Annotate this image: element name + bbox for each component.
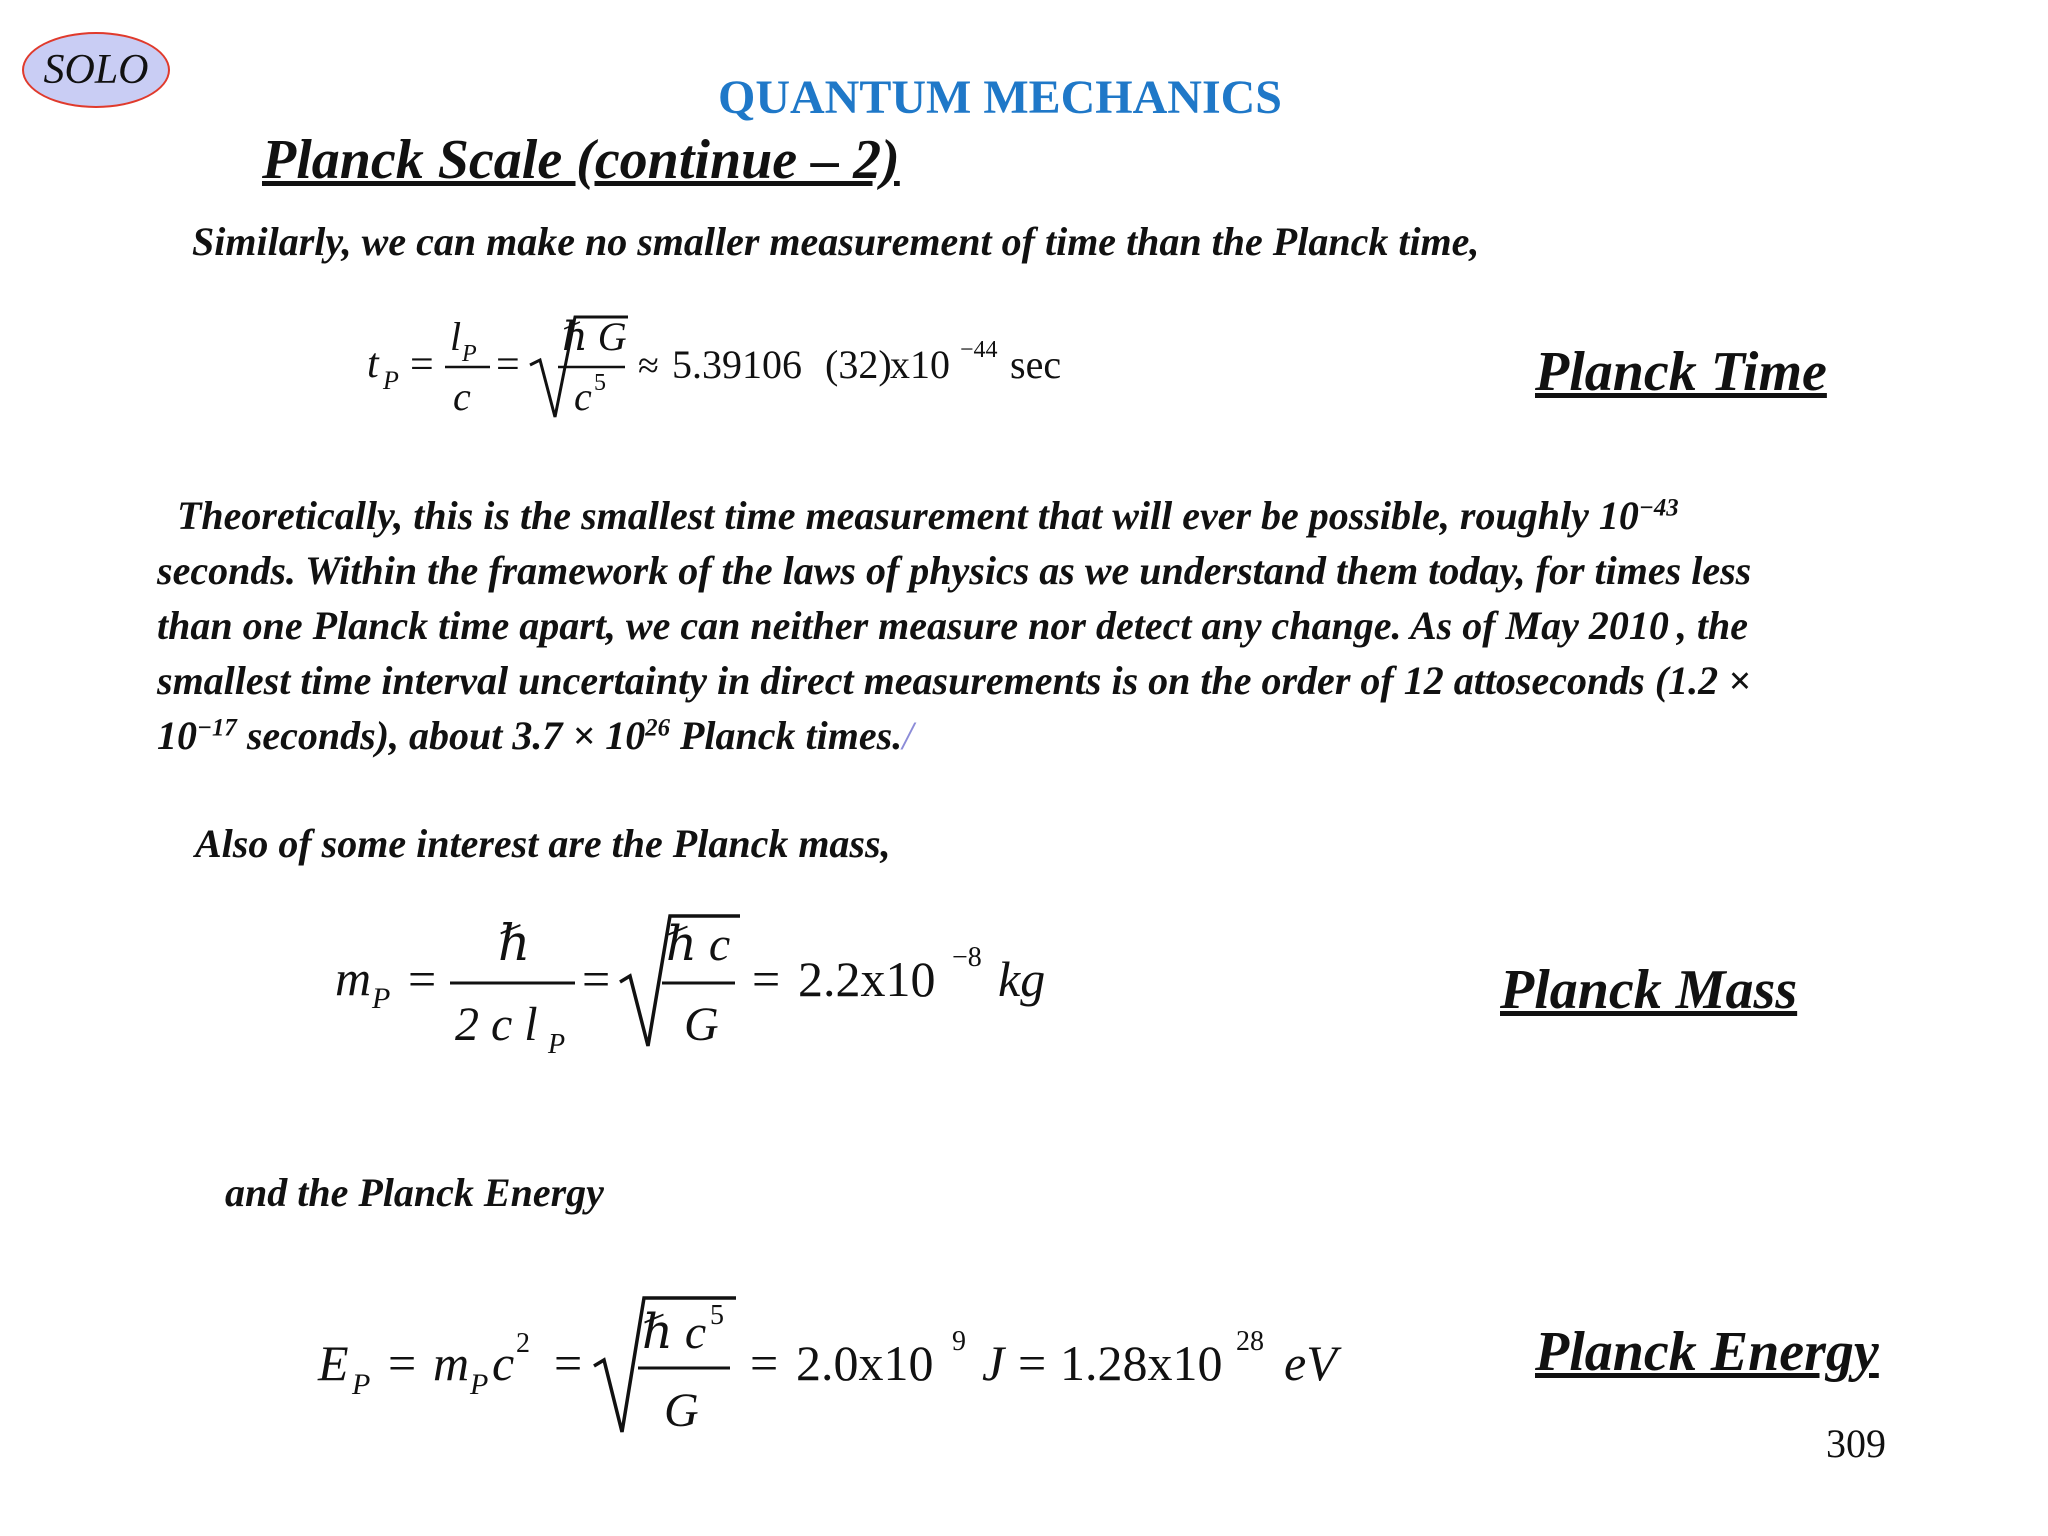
equals-4: = bbox=[1018, 1335, 1047, 1391]
energy-intro-text: and the Planck Energy bbox=[225, 1170, 604, 1215]
c-exponent: 2 bbox=[516, 1328, 530, 1359]
planck-time-label: Planck Time bbox=[1535, 341, 1827, 403]
equals-3: = bbox=[750, 1335, 779, 1391]
hbar-c: ℏ c bbox=[642, 1306, 707, 1359]
theory-line-3: than one Planck time apart, we can neither measure nor detect any change. As of May 2010 , the bbox=[157, 603, 1748, 648]
l-symbol: l bbox=[450, 314, 462, 359]
equals-1: = bbox=[388, 1335, 417, 1391]
equals-1: = bbox=[408, 951, 437, 1007]
l-subscript: P bbox=[548, 1029, 566, 1060]
m-subscript: P bbox=[470, 1368, 489, 1401]
times-ten: x10 bbox=[890, 342, 950, 387]
m-subscript: P bbox=[372, 982, 391, 1015]
denominator-2cl: 2 c l bbox=[455, 998, 538, 1051]
planck-time-equation bbox=[350, 305, 1110, 435]
mass-exponent: −8 bbox=[952, 942, 982, 973]
m-symbol: m bbox=[335, 950, 372, 1006]
t-subscript: P bbox=[383, 366, 399, 395]
l-subscript: P bbox=[462, 341, 477, 367]
c-exponent: 5 bbox=[594, 370, 606, 396]
time-uncertainty: (32) bbox=[825, 342, 892, 387]
ev-exponent: 28 bbox=[1236, 1326, 1264, 1357]
equals-2: = bbox=[582, 951, 611, 1007]
theory-line-1: Theoretically, this is the smallest time measurement that will ever be possible, roughly $10^{-43}$ bbox=[177, 493, 1679, 538]
energy-value-joules: 2.0x10 bbox=[796, 1335, 934, 1391]
e-subscript: P bbox=[352, 1368, 371, 1401]
planck-mass-label: Planck Mass bbox=[1500, 959, 1798, 1021]
c-symbol: c bbox=[453, 374, 471, 419]
joules-unit: J bbox=[982, 1335, 1005, 1391]
hbar-symbol: ℏ bbox=[498, 915, 531, 971]
mass-unit: kg bbox=[998, 951, 1046, 1007]
equals-1: = bbox=[410, 342, 434, 388]
time-value: 5.39106 bbox=[672, 342, 802, 387]
time-exponent: −44 bbox=[960, 337, 998, 363]
g-symbol: G bbox=[664, 1384, 699, 1437]
equals-2: = bbox=[496, 342, 520, 388]
t-symbol: t bbox=[367, 341, 379, 387]
logo-text: SOLO bbox=[43, 47, 149, 93]
approx-sign: ≈ bbox=[638, 345, 659, 387]
c5-exponent: 5 bbox=[710, 1300, 724, 1331]
mass-value: 2.2x10 bbox=[798, 951, 936, 1007]
joules-exponent: 9 bbox=[952, 1326, 966, 1357]
mass-intro-text: Also of some interest are the Planck mass, bbox=[195, 821, 891, 866]
theory-line-5: $10^{-17}$ seconds), about $3.7 \times 10^{26}$ Planck times./ bbox=[157, 713, 914, 758]
section-subtitle: Planck Scale (continue – 2) bbox=[262, 129, 900, 191]
m-symbol: m bbox=[433, 1335, 470, 1391]
theory-paragraph bbox=[157, 488, 2007, 763]
planck-mass-equation bbox=[330, 910, 1070, 1060]
time-intro-text: Similarly, we can make no smaller measurement of time than the Planck time, bbox=[192, 219, 1480, 264]
planck-energy-equation bbox=[318, 1290, 1358, 1450]
planck-energy-label: Planck Energy bbox=[1535, 1321, 1879, 1383]
theory-line-2: seconds. Within the framework of the laws of physics as we understand them today, for times less bbox=[157, 548, 1752, 593]
c-power: c bbox=[574, 374, 592, 419]
theory-line-4: smallest time interval uncertainty in direct measurements is on the order of 12 attoseconds (1.2 × bbox=[157, 658, 1751, 703]
ev-unit: eV bbox=[1284, 1335, 1337, 1391]
c-symbol: c bbox=[492, 1335, 515, 1391]
page-number: 309 bbox=[1826, 1421, 1886, 1466]
equals-2: = bbox=[554, 1335, 583, 1391]
energy-value-ev: 1.28x10 bbox=[1060, 1335, 1223, 1391]
e-symbol: E bbox=[318, 1335, 349, 1391]
footnote-mark: / bbox=[902, 713, 914, 758]
hbar-c: ℏ c bbox=[666, 918, 731, 971]
time-unit: sec bbox=[1010, 342, 1062, 387]
g-symbol: G bbox=[684, 998, 719, 1051]
hbar-g: ℏ G bbox=[562, 314, 627, 359]
equals-3: = bbox=[752, 951, 781, 1007]
page-title: QUANTUM MECHANICS bbox=[718, 71, 1282, 124]
